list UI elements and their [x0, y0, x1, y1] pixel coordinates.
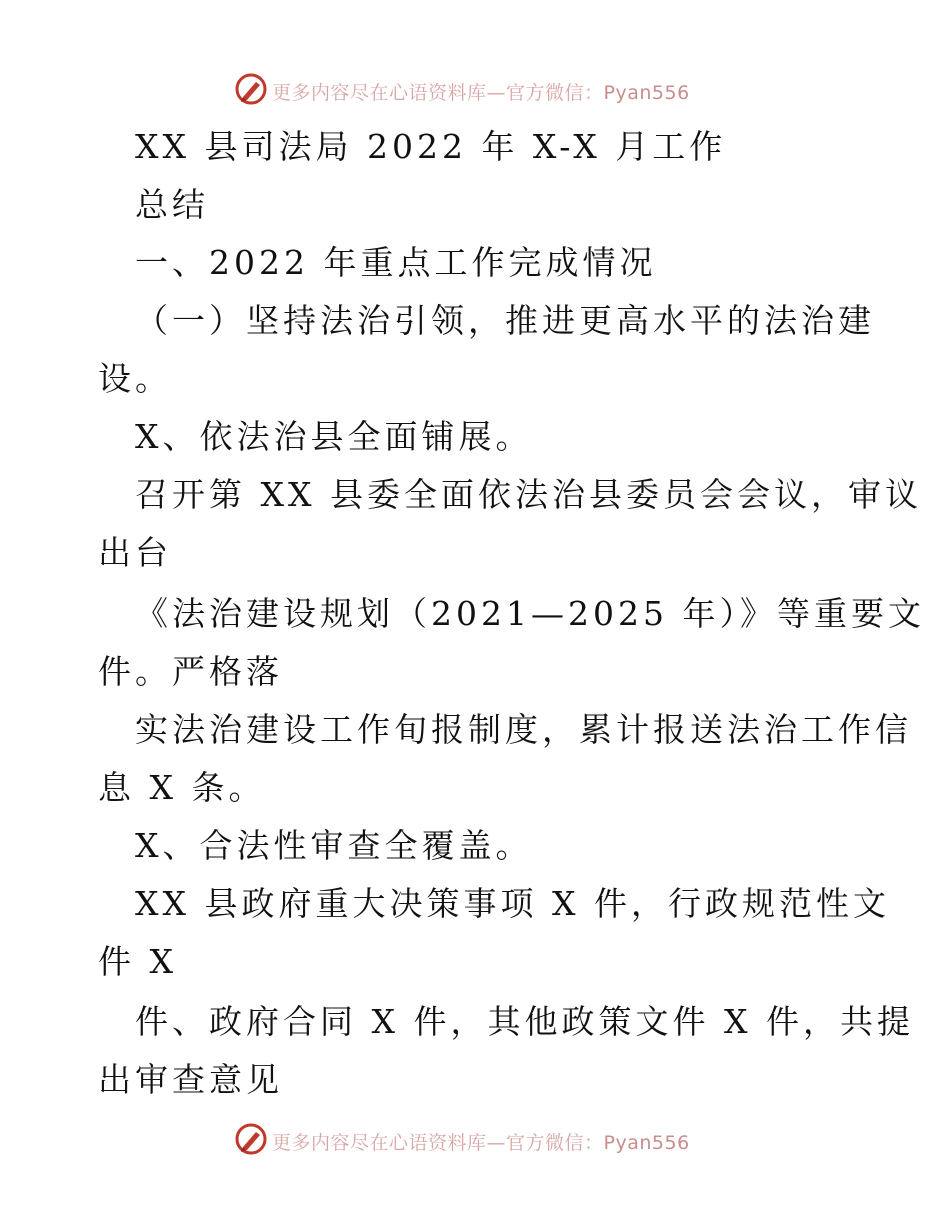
- document-title-line-2: 总结: [135, 185, 209, 224]
- paragraph-line: 《法治建设规划（2021—2025 年）》等重要文: [135, 594, 925, 633]
- pen-logo-icon: [234, 1122, 268, 1156]
- paragraph-line: 召开第 XX 县委全面依法治县委员会会议，审议: [135, 475, 922, 514]
- wechat-id: Pyan556: [603, 1132, 690, 1154]
- paragraph-line: 实法治建设工作旬报制度，累计报送法治工作信: [135, 710, 912, 749]
- paragraph-line: XX 县政府重大决策事项 X 件，行政规范性文: [135, 884, 890, 923]
- wechat-id: Pyan556: [603, 82, 690, 104]
- document-title-line-1: XX 县司法局 2022 年 X-X 月工作: [135, 127, 727, 166]
- section-heading: 一、2022 年重点工作完成情况: [135, 243, 657, 282]
- subsection-heading-cont: 设。: [98, 359, 172, 398]
- paragraph-line: 出台: [98, 533, 172, 572]
- watermark-text: 更多内容尽在心语资料库—官方微信：Pyan556: [272, 1132, 690, 1154]
- item-heading-1: X、依法治县全面铺展。: [135, 417, 533, 456]
- paragraph-line: 件。严格落: [98, 652, 283, 691]
- pen-logo-icon: [234, 72, 268, 106]
- paragraph-line: 出审查意见: [98, 1060, 283, 1099]
- watermark-text: 更多内容尽在心语资料库—官方微信：Pyan556: [272, 82, 690, 104]
- subsection-heading: （一）坚持法治引领，推进更高水平的法治建: [135, 301, 875, 340]
- footer-watermark-banner: [0, 1120, 950, 1160]
- paragraph-line: 件 X: [98, 942, 177, 981]
- header-watermark-banner: [0, 70, 950, 110]
- paragraph-line: 息 X 条。: [98, 768, 266, 807]
- paragraph-line: 件、政府合同 X 件，其他政策文件 X 件，共提: [135, 1002, 914, 1041]
- item-heading-2: X、合法性审查全覆盖。: [135, 826, 533, 865]
